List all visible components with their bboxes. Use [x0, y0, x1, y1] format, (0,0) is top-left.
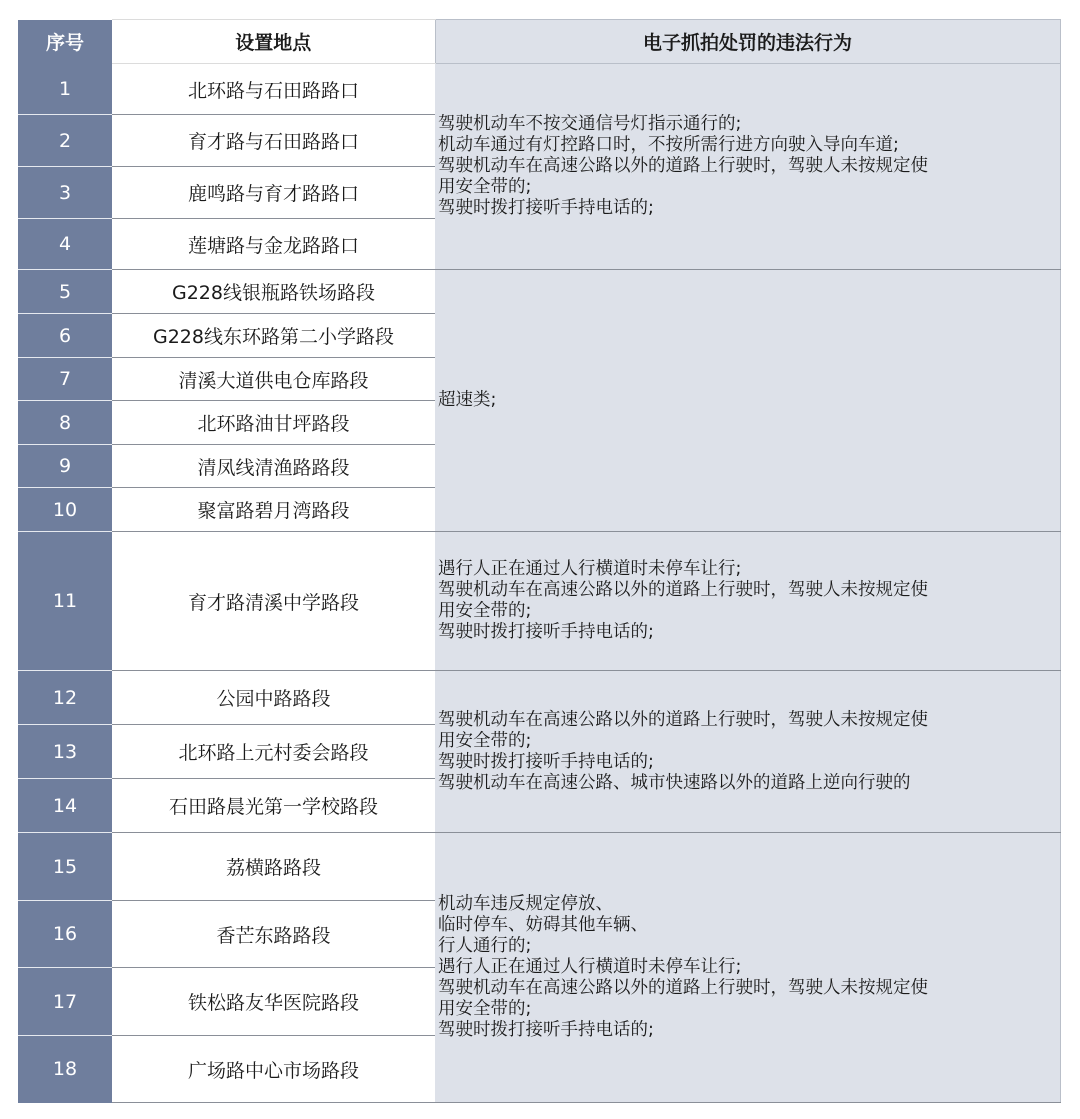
row-number: 15	[18, 833, 112, 901]
row-location: 鹿鸣路与育才路路口	[112, 167, 435, 219]
violation-line: 机动车通过有灯控路口时，不按所需行进方向驶入导向车道;	[438, 135, 899, 155]
violation-line: 驾驶时拨打接听手持电话的;	[438, 751, 654, 772]
violation-cell	[435, 532, 1060, 671]
violation-line: 遇行人正在通过人行横道时未停车让行;	[438, 559, 742, 579]
violation-line: 用安全带的;	[438, 730, 532, 751]
row-number: 10	[18, 488, 112, 532]
row-location: 育才路与石田路路口	[112, 115, 435, 167]
violation-line: 临时停车、妨碍其他车辆、	[438, 915, 648, 935]
row-number: 14	[18, 779, 112, 833]
row-location: 育才路清溪中学路段	[112, 532, 435, 671]
row-number: 7	[18, 358, 112, 401]
table-row	[18, 833, 1060, 901]
violation-line: 驾驶机动车在高速公路以外的道路上行驶时，驾驶人未按规定使	[438, 709, 928, 730]
violation-line: 机动车违反规定停放、	[438, 894, 613, 914]
violation-line: 驾驶时拨打接听手持电话的;	[438, 622, 654, 642]
row-number: 1	[18, 64, 112, 115]
row-location: G228线银瓶路铁场路段	[112, 270, 435, 314]
row-number: 18	[18, 1036, 112, 1103]
violation-cell	[435, 270, 1060, 532]
row-location: 石田路晨光第一学校路段	[112, 779, 435, 833]
violation-line: 用安全带的;	[438, 601, 532, 621]
violation-line: 超速类;	[438, 390, 497, 410]
row-number: 5	[18, 270, 112, 314]
row-location: 清溪大道供电仓库路段	[112, 358, 435, 401]
camera-locations-table	[18, 19, 1061, 1103]
row-number: 9	[18, 445, 112, 488]
row-number: 13	[18, 725, 112, 779]
violation-line: 行人通行的;	[438, 936, 532, 956]
row-number: 12	[18, 671, 112, 725]
row-number: 2	[18, 115, 112, 167]
violation-line: 驾驶机动车在高速公路以外的道路上行驶时，驾驶人未按规定使	[438, 156, 928, 176]
violation-line: 用安全带的;	[438, 177, 532, 197]
violation-line: 用安全带的;	[438, 999, 532, 1019]
row-number: 17	[18, 968, 112, 1036]
row-location: 铁松路友华医院路段	[112, 968, 435, 1036]
violation-line: 驾驶机动车在高速公路、城市快速路以外的道路上逆向行驶的	[438, 772, 911, 793]
violation-line: 驾驶机动车在高速公路以外的道路上行驶时，驾驶人未按规定使	[438, 978, 928, 998]
header-location: 设置地点	[112, 20, 435, 64]
row-number: 4	[18, 219, 112, 270]
violation-line: 驾驶时拨打接听手持电话的;	[438, 1020, 654, 1040]
header-row	[18, 20, 1060, 64]
table-row	[18, 671, 1060, 725]
row-number: 3	[18, 167, 112, 219]
row-location: 北环路上元村委会路段	[112, 725, 435, 779]
header-number: 序号	[18, 20, 112, 64]
row-number: 11	[18, 532, 112, 671]
header-violation: 电子抓拍处罚的违法行为	[435, 20, 1060, 64]
violation-line: 驾驶机动车在高速公路以外的道路上行驶时，驾驶人未按规定使	[438, 580, 928, 600]
row-number: 16	[18, 901, 112, 968]
row-location: 北环路与石田路路口	[112, 64, 435, 115]
row-location: 聚富路碧月湾路段	[112, 488, 435, 532]
row-location: 北环路油甘坪路段	[112, 401, 435, 445]
row-number: 8	[18, 401, 112, 445]
violation-line: 遇行人正在通过人行横道时未停车让行;	[438, 957, 742, 977]
row-location: 荔横路路段	[112, 833, 435, 901]
row-location: 香芒东路路段	[112, 901, 435, 968]
violation-cell	[435, 671, 1060, 833]
row-number: 6	[18, 314, 112, 358]
violation-cell	[435, 64, 1060, 270]
table-row	[18, 270, 1060, 314]
row-location: G228线东环路第二小学路段	[112, 314, 435, 358]
row-location: 莲塘路与金龙路路口	[112, 219, 435, 270]
violation-cell	[435, 833, 1060, 1103]
table-row	[18, 64, 1060, 115]
row-location: 广场路中心市场路段	[112, 1036, 435, 1103]
violation-line: 驾驶时拨打接听手持电话的;	[438, 198, 654, 218]
table-row	[18, 532, 1060, 671]
row-location: 公园中路路段	[112, 671, 435, 725]
violation-line: 驾驶机动车不按交通信号灯指示通行的;	[438, 114, 742, 134]
row-location: 清凤线清渔路路段	[112, 445, 435, 488]
